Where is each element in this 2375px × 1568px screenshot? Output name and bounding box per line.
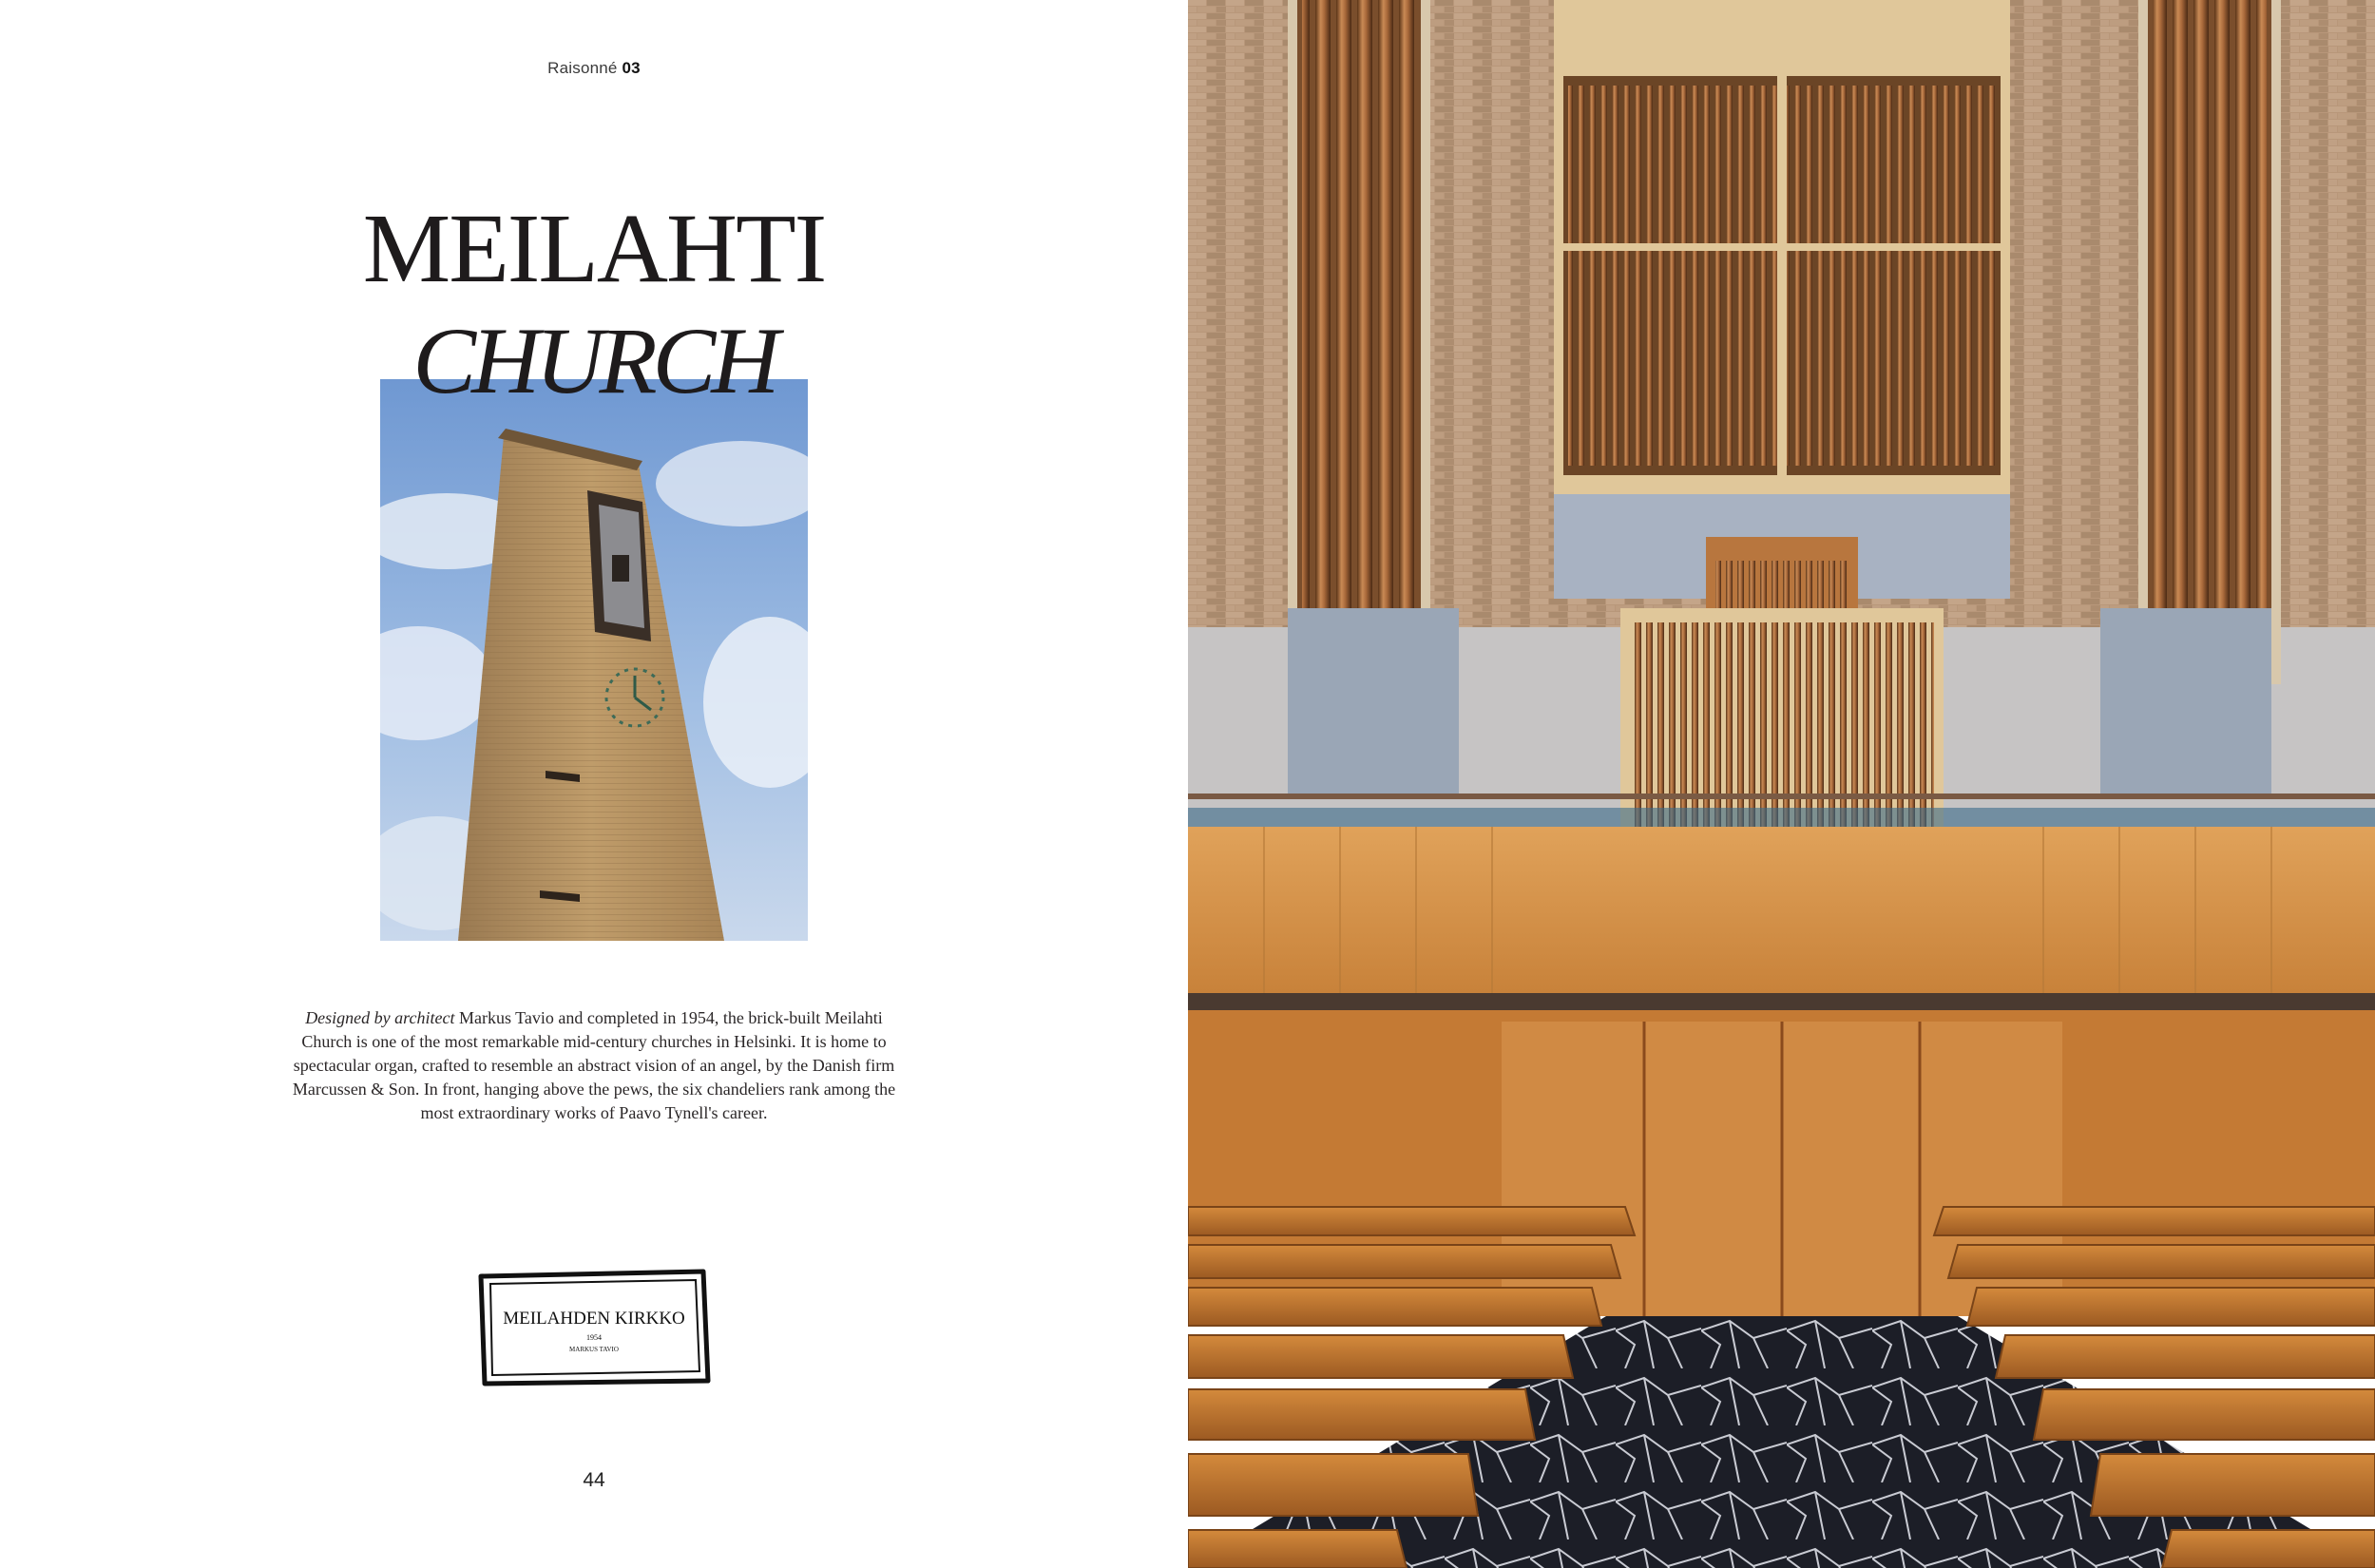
running-head-label: Raisonné (547, 59, 618, 77)
bell-tower-photo (380, 379, 808, 941)
body-lead: Designed by architect (305, 1008, 455, 1027)
body-paragraph (280, 1006, 908, 1125)
sign-architect: MARKUS TAVIO (569, 1346, 619, 1353)
sign-name: MEILAHDEN KIRKKO (503, 1309, 685, 1329)
title-line-1: MEILAHTI (362, 194, 826, 303)
church-sign (475, 1269, 713, 1386)
organ-interior-photo (1188, 0, 2375, 1568)
running-head (0, 59, 1188, 78)
title-line-2: CHURCH (412, 308, 776, 413)
right-page (1188, 0, 2375, 1568)
sign-year: 1954 (586, 1333, 602, 1342)
page-number: 44 (583, 1469, 605, 1491)
body-text: Markus Tavio and completed in 1954, the brick-built Meilahti Church is one of the most remarkable mid-century churches in Helsinki. It is home to spectacular organ, crafted to resemble an abstract vision of an angel, by the Danish firm Marcussen & Son. In front, hanging above the pews, the six chandeliers rank among the most extraordinary works of Paavo Tynell's career. (292, 1008, 896, 1122)
running-head-number: 03 (622, 59, 641, 77)
